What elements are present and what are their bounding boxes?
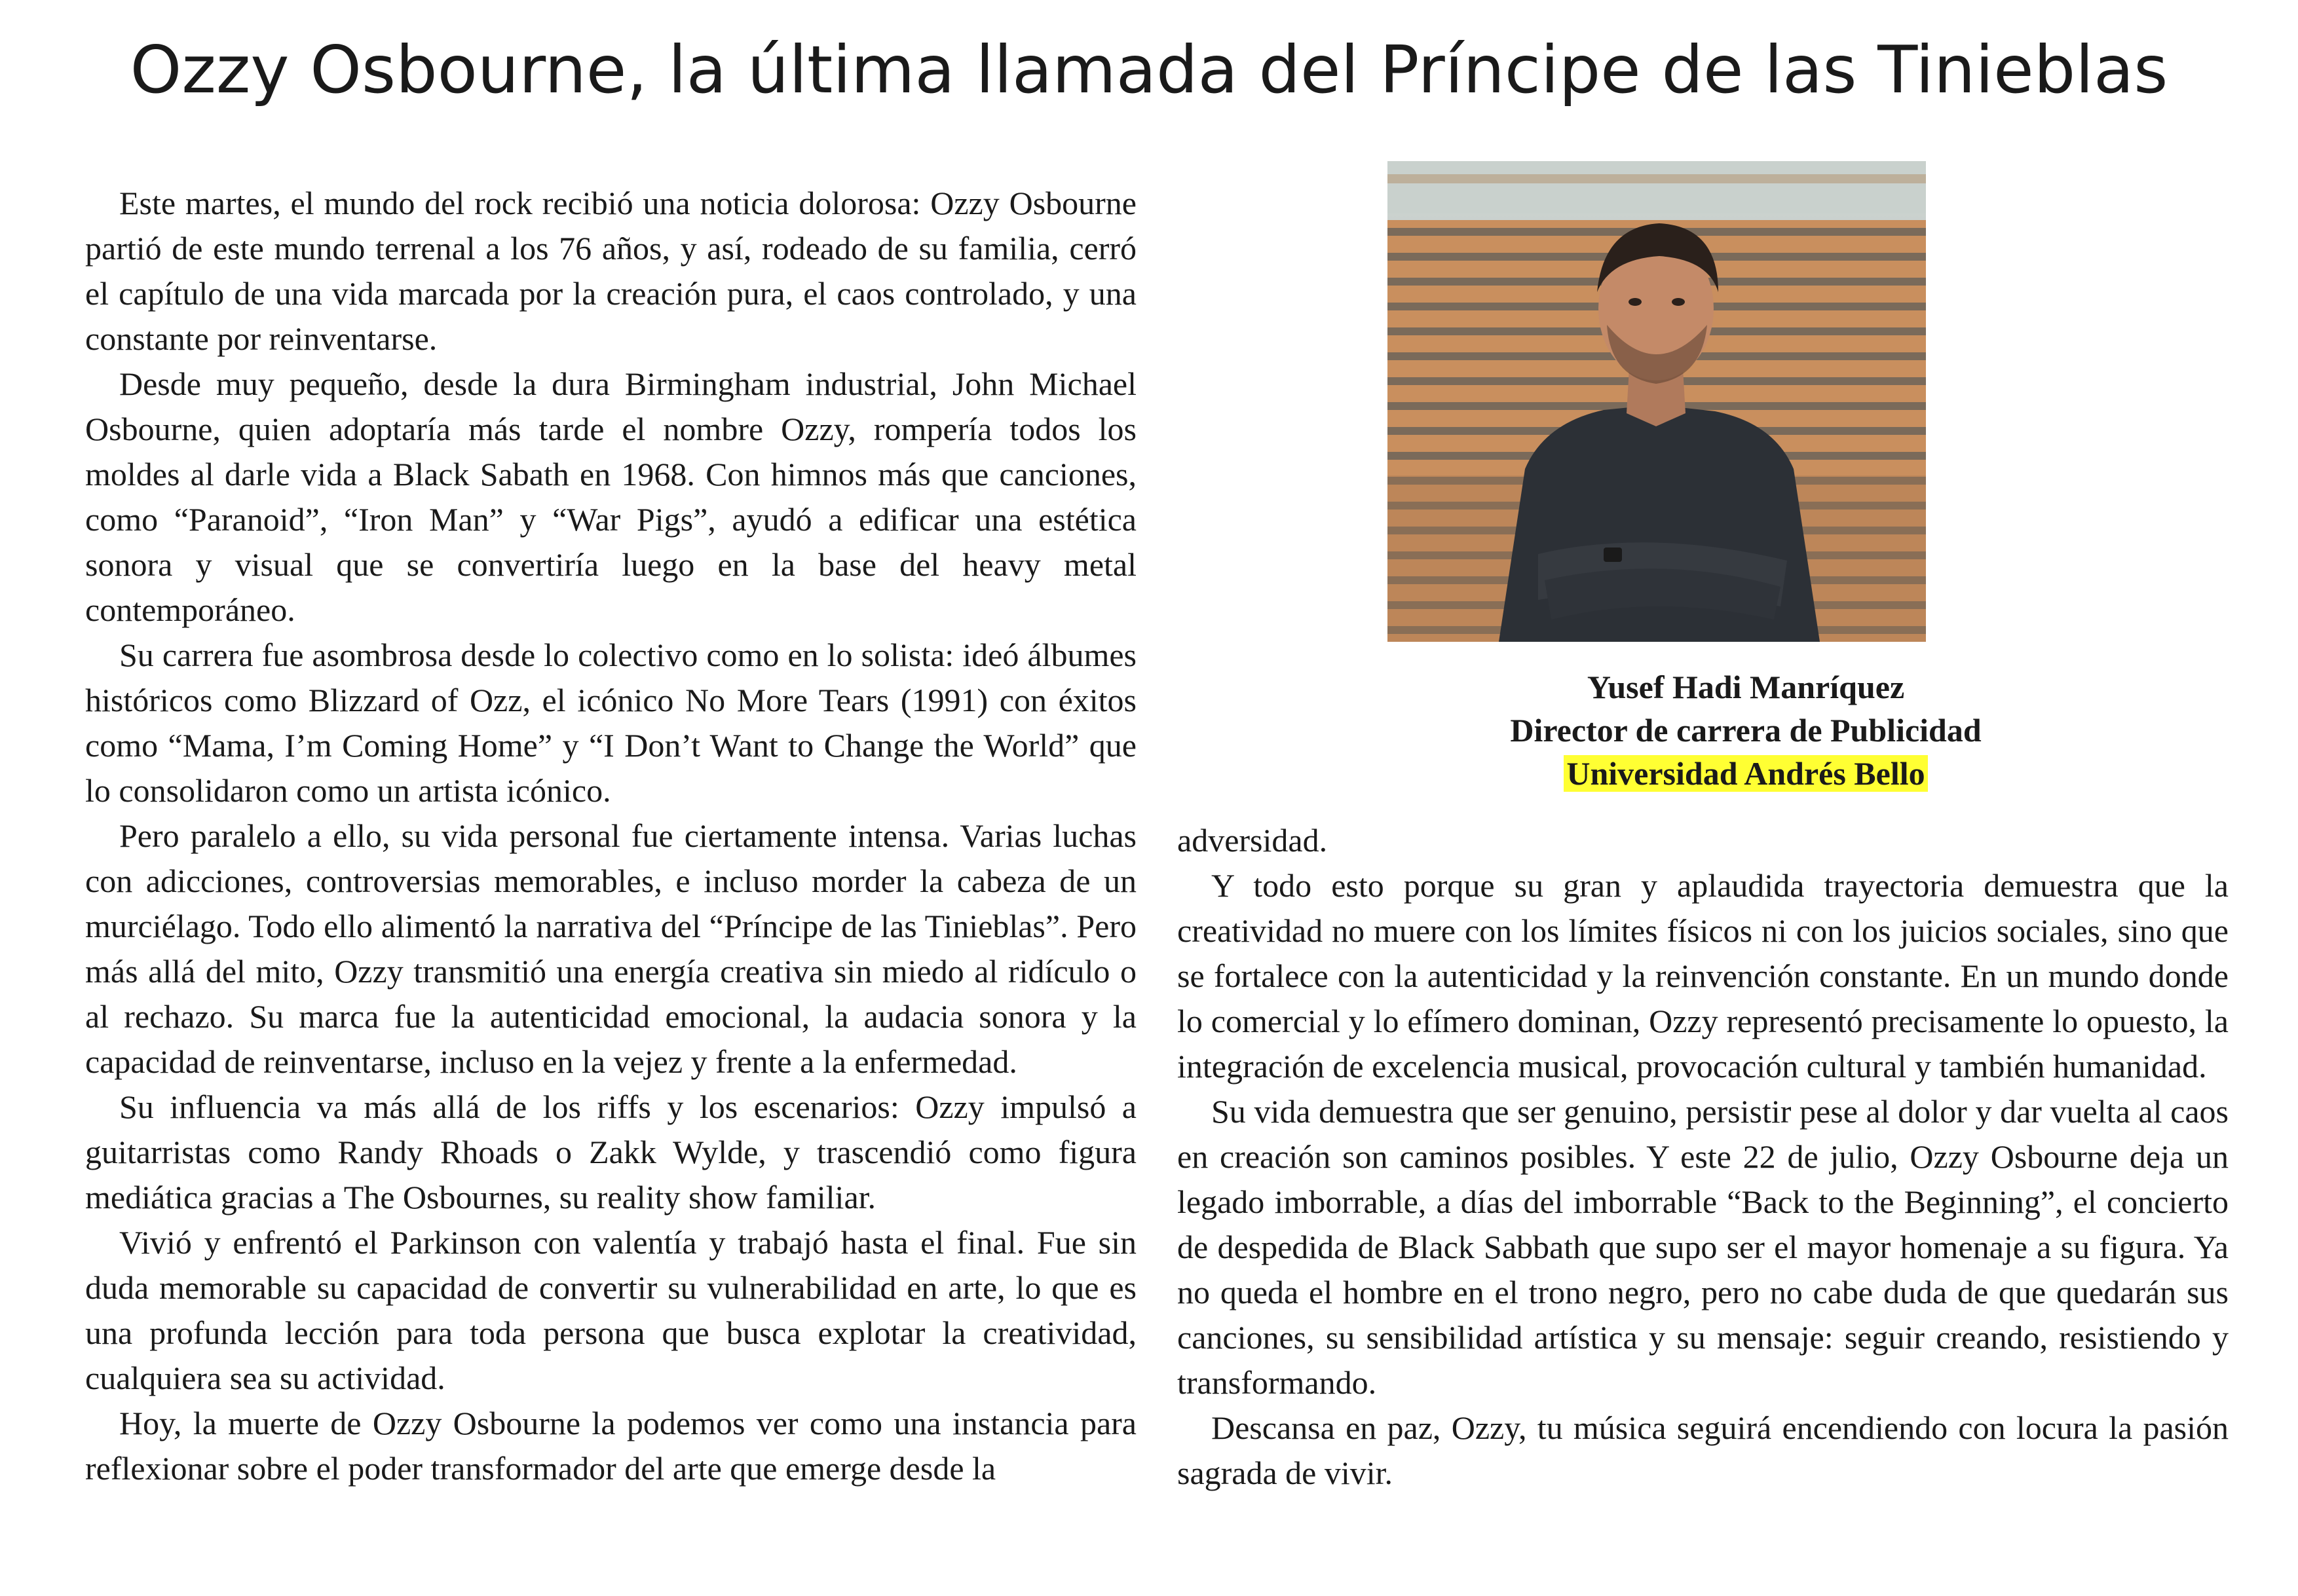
article-left-column xyxy=(85,181,1137,1491)
paragraph-continuation: adversidad. xyxy=(1177,822,1328,859)
paragraph: Pero paralelo a ello, su vida personal fue ciertamente intensa. Varias luchas con adicciones, controversias memorables, e incluso morder la cabeza de un murciélago. Todo ello alimentó la narrativa del “Príncipe de las Tinieblas”. Pero más allá del mito, Ozzy transmitió una energía creativa sin miedo al ridículo o al rechazo. Su marca fue la autenticidad emocional, la audacia sonora y la capacidad de reinventarse, incluso en la vejez y frente a la enfermedad. xyxy=(85,817,1137,1080)
paragraph: Este martes, el mundo del rock recibió una noticia dolorosa: Ozzy Osbourne partió de este mundo terrenal a los 76 años, y así, rodeado de su familia, cerró el capítulo de una vida marcada por la creación pura, el caos controlado, y una constante por reinventarse. xyxy=(85,185,1137,357)
author-institution: Universidad Andrés Bello xyxy=(1564,755,1927,792)
paragraph: Hoy, la muerte de Ozzy Osbourne la podemos ver como una instancia para reflexionar sobre el poder transformador del arte que emerge desde la xyxy=(85,1405,1137,1487)
author-portrait-icon xyxy=(1387,161,1926,642)
author-role: Director de carrera de Publicidad xyxy=(1510,712,1982,749)
author-caption xyxy=(1336,665,2155,795)
paragraph: Su carrera fue asombrosa desde lo colectivo como en lo solista: ideó álbumes históricos como Blizzard of Ozz, el icónico No More Tears (1991) con éxitos como “Mama, I’m Coming Home” y “I Don’t Want to Change the World” que lo consolidaron como un artista icónico. xyxy=(85,637,1137,809)
author-photo xyxy=(1387,161,1926,642)
author-institution-line xyxy=(1336,752,2155,795)
paragraph: Y todo esto porque su gran y aplaudida trayectoria demuestra que la creatividad no muere con los límites físicos ni con los juicios sociales, sino que se fortalece con la autenticidad y la reinvención constante. En un mundo donde lo comercial y lo efímero dominan, Ozzy representó precisamente lo opuesto, la integración de excelencia musical, provocación cultural y también humanidad. xyxy=(1177,867,2229,1085)
paragraph: Su vida demuestra que ser genuino, persistir pese al dolor y dar vuelta al caos en creación son caminos posibles. Y este 22 de julio, Ozzy Osbourne deja un legado imborrable, a días del imborrable “Back to the Beginning”, el concierto de despedida de Black Sabbath que supo ser el mayor homenaje a su figura. Ya no queda el hombre en el trono negro, pero no cabe duda de que quedarán sus canciones, su sensibilidad artística y su mensaje: seguir creando, resistiendo y transformando. xyxy=(1177,1093,2229,1401)
paragraph: Desde muy pequeño, desde la dura Birmingham industrial, John Michael Osbourne, quien adoptaría más tarde el nombre Ozzy, rompería todos los moldes al darle vida a Black Sabath en 1968. Con himnos más que canciones, como “Paranoid”, “Iron Man” y “War Pigs”, ayudó a edificar una estética sonora y visual que se convertiría luego en la base del heavy metal contemporáneo. xyxy=(85,365,1137,628)
paragraph: Vivió y enfrentó el Parkinson con valentía y trabajó hasta el final. Fue sin duda memorable su capacidad de convertir su vulnerabilidad en arte, lo que es una profunda lección para toda persona que busca explotar la creatividad, cualquiera sea su actividad. xyxy=(85,1224,1137,1396)
paragraph: Su influencia va más allá de los riffs y los escenarios: Ozzy impulsó a guitarristas como Randy Rhoads o Zakk Wylde, y trascendió como figura mediática gracias a The Osbournes, su reality show familiar. xyxy=(85,1088,1137,1216)
paragraph: Descansa en paz, Ozzy, tu música seguirá encendiendo con locura la pasión sagrada de vivir. xyxy=(1177,1409,2229,1491)
article-title: Ozzy Osbourne, la última llamada del Príncipe de las Tinieblas xyxy=(130,31,2168,108)
author-name: Yusef Hadi Manríquez xyxy=(1587,669,1905,705)
article-right-column xyxy=(1177,818,2229,1496)
